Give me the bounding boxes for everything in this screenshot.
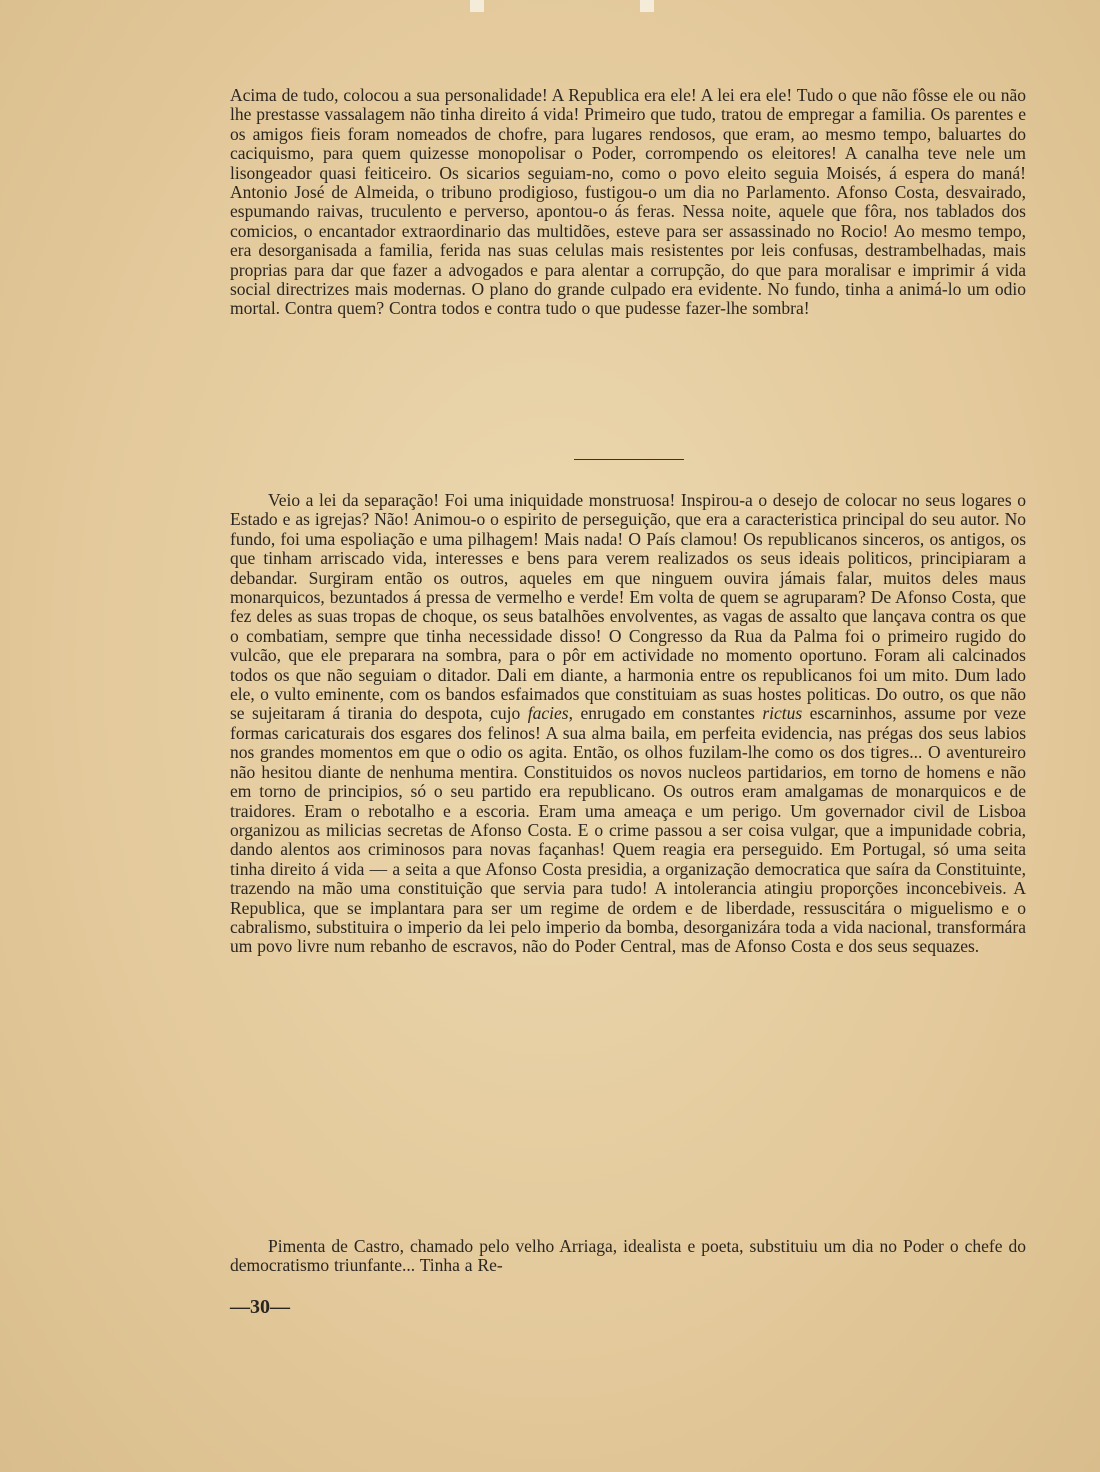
paper-edge-mark (470, 0, 484, 12)
paragraph-1: Acima de tudo, colocou a sua personalidade! A Republica era ele! A lei era ele! Tudo o que não fôsse ele ou não lhe prestasse vassalagem não tinha direito á vida! Primeiro que tudo, tratou de empregar a familia. Os parentes e os amigos fieis foram nomeados de chofre, para lugares rendosos, que eram, ao mesmo tempo, baluartes do caciquismo, para quem quizesse monopolisar o Poder, corrompendo os eleitores! A canalha teve nele um lisongeador quasi feiticeiro. Os sicarios seguiam-no, como o povo eleito seguia Moisés, á espera do maná! Antonio José de Almeida, o tribuno prodigioso, fustigou-o um dia no Parlamento. Afonso Costa, desvairado, espumando raivas, truculento e perverso, apontou-o ás feras. Nessa noite, aquele que fôra, nos tablados dos comicios, o encantador extraordinario das multidões, esteve para ser assassinado no Rocio! Ao mesmo tempo, era desorganisada a familia, ferida nas suas celulas mais resistentes por leis confusas, destrambelhadas, mais proprias para dar que fazer a advogados e para alentar a corrupção, do que para moralisar e imprimir á vida social directrizes mais modernas. O plano do grande culpado era evidente. No fundo, tinha a animá-lo um odio mortal. Contra quem? Contra todos e contra tudo o que pudesse fazer-lhe sombra! (230, 85, 1026, 319)
paragraph-2-text-b: , enrugado em constantes (568, 703, 755, 724)
page-number: —30— (230, 1296, 290, 1318)
paragraph-block-1 (230, 86, 1026, 319)
paragraph-3: Pimenta de Castro, chamado pelo velho Arriaga, idealista e poeta, substituiu um dia no Poder o chefe do democratismo triunfante... Tinha a Re- (230, 1236, 1026, 1276)
paragraph-block-2 (230, 491, 1026, 957)
paragraph-2-text-a: Veio a lei da separação! Foi uma iniquidade monstruosa! Inspirou-a o desejo de colocar no seus logares o Estado e as igrejas? Não! Animou-o o espirito de perseguição, que era a caracteristica principal do seu autor. No fundo, foi uma espoliação e uma pilhagem! Mais nada! O País clamou! Os republicanos sinceros, os antigos, os que tinham arriscado vida, interesses e bens para verem realizados os seus ideais politicos, principiaram a debandar. Surgiram então os outros, aqueles em que ninguem ouvira jámais falar, muitos deles maus monarquicos, bezuntados á pressa de vermelho e verde! Em volta de quem se agruparam? De Afonso Costa, que fez deles as suas tropas de choque, os seus batalhões envolventes, as vagas de assalto que lançava contra os que o combatiam, sempre que tinha necessidade disso! O Congresso da Rua da Palma foi o primeiro rugido do vulcão, que ele preparara na sombra, para o pôr em actividade no momento oportuno. Foram ali calcinados todos os que não seguiam o ditador. Dali em diante, a harmonia entre os republicanos foi um mito. Dum lado ele, o vulto eminente, com os bandos esfaimados que constituiam as suas hostes politicas. Do outro, os que não se sujeitaram á tirania do despota, cujo (230, 490, 1026, 724)
paper-edge-mark (640, 0, 654, 12)
paragraph-2-text-c: escarninhos, assume por veze formas caricaturais dos esgares dos felinos! A sua alma baila, em perfeita evidencia, nas prégas dos seus labios nos grandes momentos em que o odio os agita. Então, os olhos fuzilam-lhe como os dos tigres... O aventureiro não hesitou diante de nenhuma mentira. Constituidos os novos nucleos partidarios, em torno de homens e não em torno de principios, só o seu partido era republicano. Os outros eram amalgamas de monarquicos e de traidores. Eram o rebotalho e a escoria. Eram uma ameaça e um perigo. Um governador civil de Lisboa organizou as milicias secretas de Afonso Costa. E o crime passou a ser coisa vulgar, que a impunidade cobria, dando alentos aos criminosos para novas façanhas! Quem reagia era perseguido. Em Portugal, só uma seita tinha direito á vida — a seita a que Afonso Costa presidia, a organização democratica que saíra da Constituinte, trazendo na mão uma constituição que servia para tudo! A intolerancia atingiu proporções inconcebiveis. A Republica, que se implantara para ser um regime de ordem e de liberdade, ressuscitára o miguelismo e o cabralismo, substituira o imperio da lei pelo imperio da bomba, desorganizára toda a vida nacional, transformára um povo livre num rebanho de escravos, não do Poder Central, mas de Afonso Costa e dos seus sequazes. (230, 703, 1027, 957)
paragraph-2 (230, 491, 1026, 957)
italic-word-rictus: rictus (762, 703, 803, 724)
paragraph-block-3 (230, 1237, 1026, 1276)
section-separator (574, 459, 684, 460)
italic-word-facies: facies (527, 703, 569, 724)
